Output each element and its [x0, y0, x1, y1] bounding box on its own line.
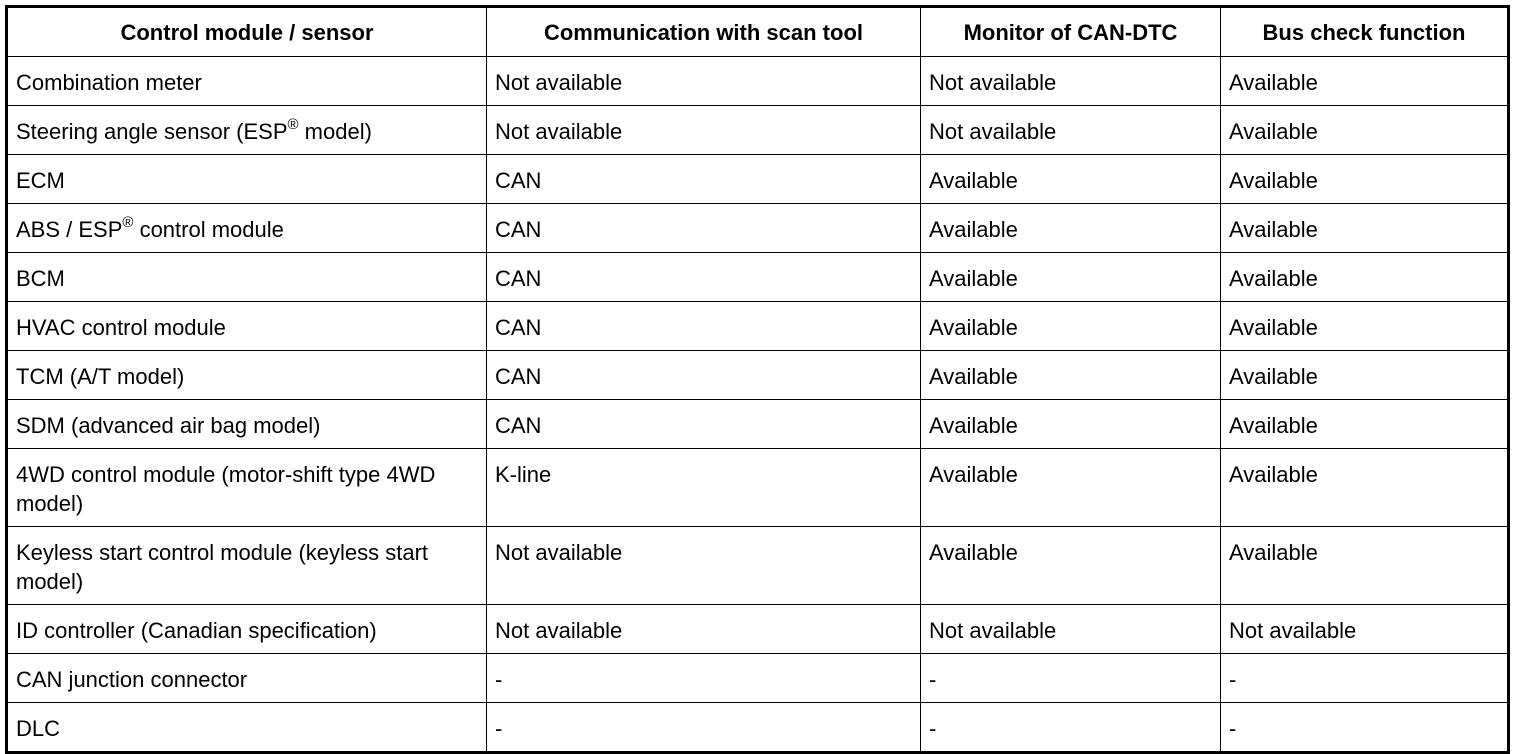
cell-control-module	[7, 351, 487, 400]
cell-bus-check-function: -	[1221, 654, 1509, 703]
cell-monitor-can-dtc: Available	[921, 527, 1221, 605]
cell-communication-scan-tool: K-line	[487, 449, 921, 527]
cell-communication-scan-tool: CAN	[487, 253, 921, 302]
module-name: TCM (A/T model)	[16, 364, 185, 389]
table-row	[7, 106, 1509, 155]
cell-communication-scan-tool: CAN	[487, 302, 921, 351]
cell-communication-scan-tool: Not available	[487, 527, 921, 605]
cell-monitor-can-dtc: -	[921, 703, 1221, 753]
table-row	[7, 204, 1509, 253]
header-control-module: Control module / sensor	[7, 7, 487, 57]
cell-bus-check-function: Available	[1221, 527, 1509, 605]
table-row	[7, 302, 1509, 351]
cell-communication-scan-tool: Not available	[487, 106, 921, 155]
header-bus-check-function: Bus check function	[1221, 7, 1509, 57]
cell-bus-check-function: Available	[1221, 57, 1509, 106]
cell-communication-scan-tool: CAN	[487, 155, 921, 204]
cell-control-module	[7, 654, 487, 703]
cell-communication-scan-tool: CAN	[487, 400, 921, 449]
cell-control-module	[7, 57, 487, 106]
cell-control-module	[7, 527, 487, 605]
cell-communication-scan-tool: CAN	[487, 204, 921, 253]
module-name: ID controller (Canadian specification)	[16, 618, 377, 643]
module-name: BCM	[16, 266, 65, 291]
table-row	[7, 654, 1509, 703]
module-name: SDM (advanced air bag model)	[16, 413, 321, 438]
cell-bus-check-function: Not available	[1221, 605, 1509, 654]
module-name: Steering angle sensor (ESP	[16, 119, 288, 144]
cell-monitor-can-dtc: Not available	[921, 106, 1221, 155]
table-row	[7, 155, 1509, 204]
cell-control-module	[7, 400, 487, 449]
cell-bus-check-function: -	[1221, 703, 1509, 753]
cell-bus-check-function: Available	[1221, 155, 1509, 204]
header-monitor-can-dtc: Monitor of CAN-DTC	[921, 7, 1221, 57]
table-row	[7, 351, 1509, 400]
cell-monitor-can-dtc: Available	[921, 302, 1221, 351]
cell-bus-check-function: Available	[1221, 449, 1509, 527]
cell-monitor-can-dtc: Not available	[921, 57, 1221, 106]
cell-bus-check-function: Available	[1221, 106, 1509, 155]
table-row	[7, 400, 1509, 449]
cell-monitor-can-dtc: Available	[921, 351, 1221, 400]
cell-communication-scan-tool: CAN	[487, 351, 921, 400]
header-communication-scan-tool: Communication with scan tool	[487, 7, 921, 57]
cell-communication-scan-tool: Not available	[487, 57, 921, 106]
cell-monitor-can-dtc: -	[921, 654, 1221, 703]
registered-trademark-mark: ®	[122, 214, 134, 231]
table-row	[7, 703, 1509, 753]
cell-monitor-can-dtc: Not available	[921, 605, 1221, 654]
table-row	[7, 57, 1509, 106]
module-name: ABS / ESP	[16, 217, 123, 242]
table-row	[7, 605, 1509, 654]
cell-bus-check-function: Available	[1221, 400, 1509, 449]
table-row	[7, 253, 1509, 302]
table-body	[7, 57, 1509, 753]
cell-control-module	[7, 449, 487, 527]
cell-monitor-can-dtc: Available	[921, 400, 1221, 449]
cell-control-module	[7, 605, 487, 654]
table-header-row	[7, 7, 1509, 57]
cell-control-module	[7, 703, 487, 753]
module-name: Keyless start control module (keyless start model)	[16, 540, 429, 594]
cell-control-module	[7, 204, 487, 253]
module-name: DLC	[16, 716, 61, 741]
can-communication-table	[5, 5, 1510, 754]
cell-control-module	[7, 155, 487, 204]
module-name-suffix: control module	[133, 217, 284, 242]
table-row	[7, 449, 1509, 527]
module-name: CAN junction connector	[16, 667, 248, 692]
cell-bus-check-function: Available	[1221, 253, 1509, 302]
cell-control-module	[7, 106, 487, 155]
cell-communication-scan-tool: -	[487, 654, 921, 703]
module-name: 4WD control module (motor-shift type 4WD model)	[16, 462, 436, 516]
cell-bus-check-function: Available	[1221, 302, 1509, 351]
module-name: Combination meter	[16, 70, 202, 95]
cell-bus-check-function: Available	[1221, 204, 1509, 253]
cell-control-module	[7, 253, 487, 302]
cell-control-module	[7, 302, 487, 351]
registered-trademark-mark: ®	[287, 116, 299, 133]
table-row	[7, 527, 1509, 605]
cell-monitor-can-dtc: Available	[921, 155, 1221, 204]
module-name: ECM	[16, 168, 65, 193]
cell-bus-check-function: Available	[1221, 351, 1509, 400]
cell-monitor-can-dtc: Available	[921, 204, 1221, 253]
cell-communication-scan-tool: Not available	[487, 605, 921, 654]
module-name-suffix: model)	[298, 119, 372, 144]
cell-monitor-can-dtc: Available	[921, 253, 1221, 302]
module-table-wrapper	[5, 5, 1510, 754]
cell-communication-scan-tool: -	[487, 703, 921, 753]
cell-monitor-can-dtc: Available	[921, 449, 1221, 527]
module-name: HVAC control module	[16, 315, 226, 340]
